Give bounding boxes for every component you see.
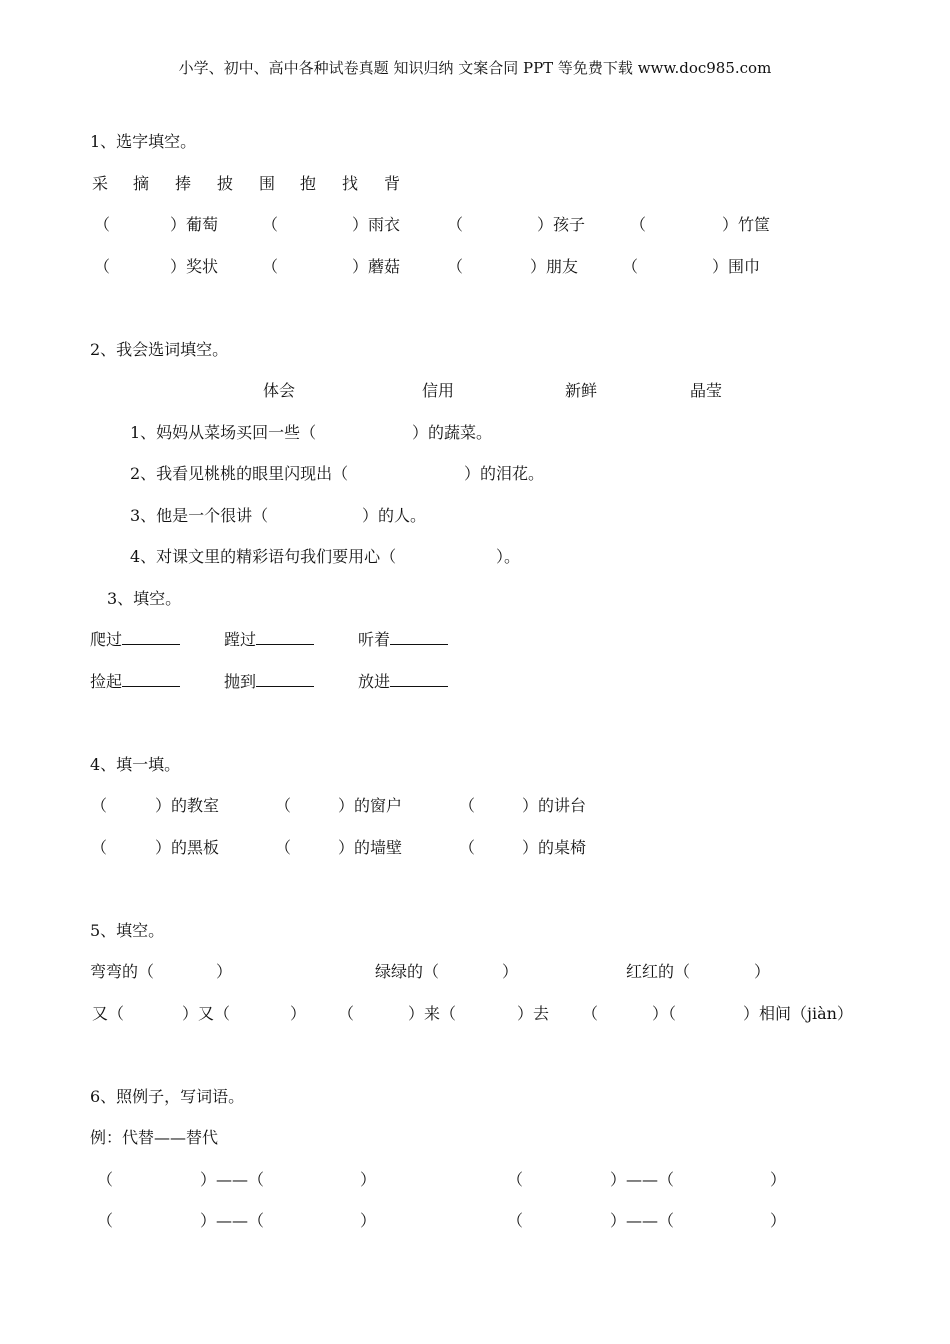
q1-title: 1、选字填空。 bbox=[90, 132, 197, 151]
open-paren: （ bbox=[94, 257, 111, 276]
q3-word: 抛到 bbox=[224, 672, 257, 691]
sentence-start: 4、对课文里的精彩语句我们要用心（ bbox=[130, 547, 397, 566]
open-paren: （ bbox=[459, 796, 476, 815]
sentence-end: ）。 bbox=[496, 547, 521, 566]
fill-item: ）围巾 bbox=[712, 257, 761, 276]
open-paren: （ bbox=[507, 1211, 524, 1230]
open-paren: （ bbox=[262, 215, 279, 234]
sentence-start: 1、妈妈从菜场买回一些（ bbox=[130, 423, 317, 442]
q6-title: 6、照例子，写词语。 bbox=[90, 1087, 245, 1106]
fill-item: ）的黑板 bbox=[155, 838, 220, 857]
q1-char: 采 bbox=[92, 174, 109, 193]
fill-item: 弯弯的（ bbox=[90, 962, 155, 981]
open-paren: （ bbox=[97, 1170, 114, 1189]
sentence-start: 3、他是一个很讲（ bbox=[130, 506, 269, 525]
open-paren: （ bbox=[262, 257, 279, 276]
open-paren: （ bbox=[94, 215, 111, 234]
fill-item: ）朋友 bbox=[530, 257, 579, 276]
page-header: 小学、初中、高中各种试卷真题 知识归纳 文案合同 PPT 等免费下载 www.doc985.com bbox=[178, 59, 772, 77]
open-paren: （ bbox=[97, 1211, 114, 1230]
q3-word: 捡起 bbox=[90, 672, 123, 691]
q1-char: 摘 bbox=[133, 174, 150, 193]
q3-item bbox=[224, 630, 314, 650]
close-paren: ） bbox=[216, 962, 233, 981]
q2-title: 2、我会选词填空。 bbox=[90, 340, 229, 359]
dash-paren: ）——（ bbox=[200, 1211, 265, 1230]
fill-item: ）又（ bbox=[182, 1004, 231, 1023]
q6-example: 例：代替——替代 bbox=[90, 1128, 219, 1147]
fill-item: ）奖状 bbox=[170, 257, 219, 276]
open-paren: （ bbox=[91, 796, 108, 815]
q3-word: 爬过 bbox=[90, 630, 123, 649]
fill-item: ）来（ bbox=[408, 1004, 457, 1023]
fill-item: ）（ bbox=[652, 1004, 677, 1023]
open-paren: （ bbox=[630, 215, 647, 234]
q1-char: 捧 bbox=[175, 174, 192, 193]
open-paren: （ bbox=[622, 257, 639, 276]
q3-word: 放进 bbox=[358, 672, 391, 691]
q3-item bbox=[90, 630, 180, 650]
fill-item: ）去 bbox=[517, 1004, 550, 1023]
q3-item bbox=[224, 672, 314, 692]
open-paren: （ bbox=[91, 838, 108, 857]
blank-line bbox=[122, 630, 180, 645]
open-paren: （ bbox=[507, 1170, 524, 1189]
sentence-end: ）的泪花。 bbox=[464, 464, 545, 483]
fill-item: 绿绿的（ bbox=[375, 962, 440, 981]
fill-item: ）蘑菇 bbox=[352, 257, 401, 276]
q2-word: 新鲜 bbox=[565, 381, 598, 400]
q1-char: 披 bbox=[217, 174, 234, 193]
q1-char: 背 bbox=[384, 174, 401, 193]
q3-word: 蹚过 bbox=[224, 630, 257, 649]
fill-item: ）竹筐 bbox=[722, 215, 771, 234]
fill-item: ）雨衣 bbox=[352, 215, 401, 234]
q4-title: 4、填一填。 bbox=[90, 755, 181, 774]
fill-item: 红红的（ bbox=[626, 962, 691, 981]
fill-item: ）的讲台 bbox=[522, 796, 587, 815]
close-paren: ） bbox=[502, 962, 519, 981]
sentence-end: ）的蔬菜。 bbox=[412, 423, 493, 442]
blank-line bbox=[256, 630, 314, 645]
close-paren: ） bbox=[360, 1170, 377, 1189]
open-paren: （ bbox=[447, 215, 464, 234]
close-paren: ） bbox=[290, 1004, 307, 1023]
blank-line bbox=[122, 672, 180, 687]
open-paren: （ bbox=[447, 257, 464, 276]
close-paren: ） bbox=[770, 1211, 787, 1230]
q2-word: 体会 bbox=[263, 381, 296, 400]
q2-word: 晶莹 bbox=[690, 381, 723, 400]
dash-paren: ）——（ bbox=[200, 1170, 265, 1189]
open-paren: （ bbox=[275, 838, 292, 857]
fill-item: ）的窗户 bbox=[338, 796, 403, 815]
q5-title: 5、填空。 bbox=[90, 921, 165, 940]
fill-item: ）的桌椅 bbox=[522, 838, 587, 857]
fill-item: ）葡萄 bbox=[170, 215, 219, 234]
close-paren: ） bbox=[770, 1170, 787, 1189]
fill-item: ）相间（jiàn） bbox=[743, 1004, 853, 1023]
fill-item: 又（ bbox=[92, 1004, 125, 1023]
sentence-start: 2、我看见桃桃的眼里闪现出（ bbox=[130, 464, 349, 483]
q3-item bbox=[90, 672, 180, 692]
q3-item bbox=[358, 672, 448, 692]
fill-item: ）的教室 bbox=[155, 796, 220, 815]
blank-line bbox=[390, 630, 448, 645]
close-paren: ） bbox=[754, 962, 771, 981]
dash-paren: ）——（ bbox=[610, 1170, 675, 1189]
blank-line bbox=[256, 672, 314, 687]
dash-paren: ）——（ bbox=[610, 1211, 675, 1230]
q3-word: 听着 bbox=[358, 630, 391, 649]
q2-word: 信用 bbox=[422, 381, 455, 400]
close-paren: ） bbox=[360, 1211, 377, 1230]
q1-char: 抱 bbox=[300, 174, 317, 193]
q1-char: 围 bbox=[259, 174, 276, 193]
fill-item: ）的墙壁 bbox=[338, 838, 403, 857]
sentence-end: ）的人。 bbox=[362, 506, 427, 525]
q3-item bbox=[358, 630, 448, 650]
q3-title: 3、填空。 bbox=[107, 589, 182, 608]
blank-line bbox=[390, 672, 448, 687]
open-paren: （ bbox=[338, 1004, 355, 1023]
open-paren: （ bbox=[459, 838, 476, 857]
q1-char: 找 bbox=[342, 174, 359, 193]
fill-item: ）孩子 bbox=[537, 215, 586, 234]
open-paren: （ bbox=[582, 1004, 599, 1023]
open-paren: （ bbox=[275, 796, 292, 815]
